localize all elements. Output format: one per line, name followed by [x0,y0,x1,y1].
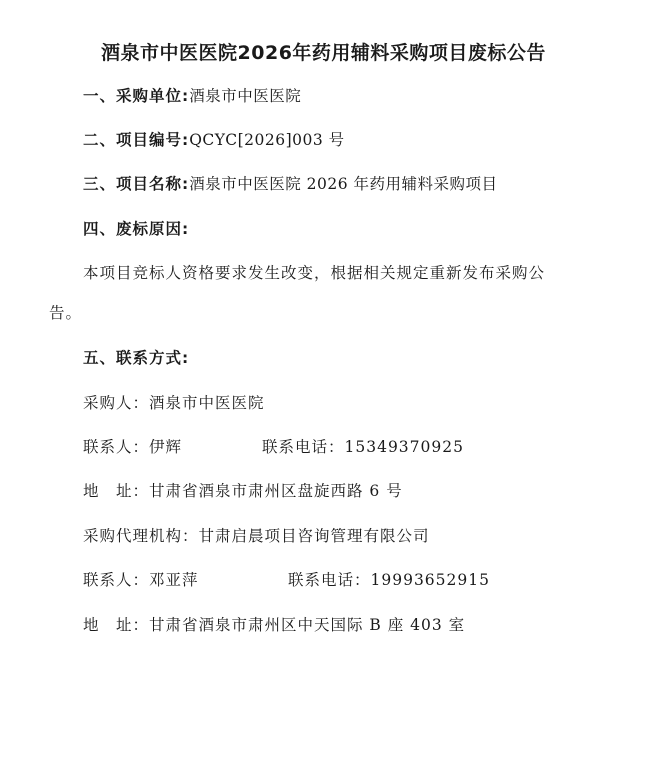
project-name-value: 酒泉市中医医院 2026 年药用辅料采购项目 [189,175,498,193]
project-name-line [83,173,498,195]
contact-heading-line [83,347,189,369]
buyer-phone: 联系电话：15349370925 [262,438,464,456]
agency-contact-person: 联系人：邓亚萍 [83,571,199,589]
purchaser-value: 酒泉市中医医院 [189,87,302,105]
buyer-address: 地 址：甘肃省酒泉市肃州区盘旋西路 6 号 [83,482,403,500]
buyer-line: 采购人：酒泉市中医医院 [83,394,265,412]
reason-text-line-2: 告。 [49,304,83,322]
reason-label: 四、废标原因: [83,220,190,238]
buyer-contact-person: 联系人：伊辉 [83,438,183,456]
purchaser-label: 一、采购单位: [83,87,190,105]
contact-label: 五、联系方式: [83,349,190,367]
project-number-line [83,129,345,151]
reason-text-line-1: 本项目竞标人资格要求发生改变，根据相关规定重新发布采购公 [83,264,546,282]
purchaser-line [83,85,301,107]
agency-line: 采购代理机构：甘肃启晨项目咨询管理有限公司 [83,527,430,545]
document-title: 酒泉市中医医院2026年药用辅料采购项目废标公告 [101,42,546,64]
project-number-value: QCYC[2026]003 号 [189,131,345,149]
agency-phone: 联系电话：19993652915 [288,571,490,589]
agency-address: 地 址：甘肃省酒泉市肃州区中天国际 B 座 403 室 [83,616,466,634]
reason-line [83,218,189,240]
project-name-label: 三、项目名称: [83,175,190,193]
project-number-label: 二、项目编号: [83,131,190,149]
